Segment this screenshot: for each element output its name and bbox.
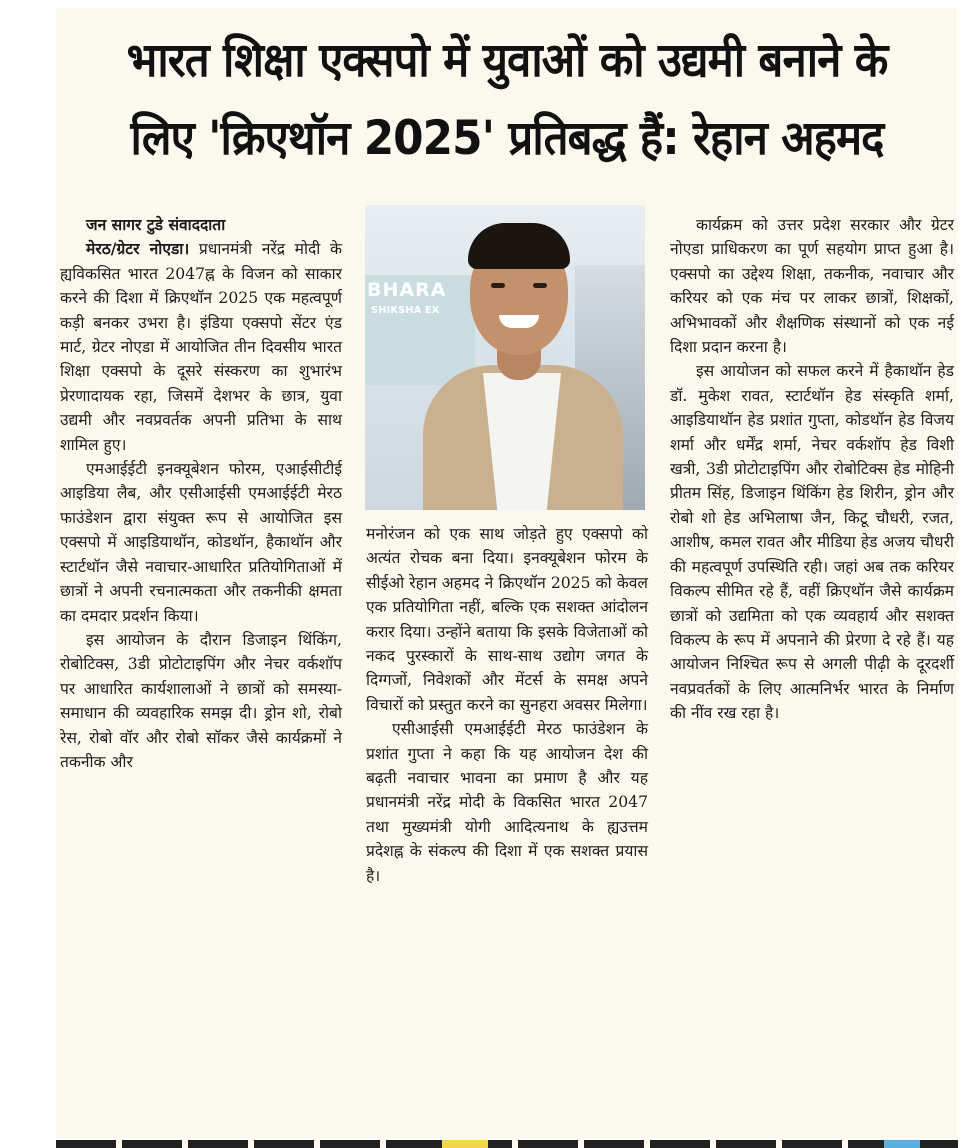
article-paragraph: एसीआईसी एमआईईटी मेरठ फाउंडेशन के प्रशांत गुप्ता ने कहा कि यह आयोजन देश की बढ़ती नवाचार भावना का प्रमाण है और यह प्रधानमंत्री नरेंद्र मोदी के विकसित भारत 2047 तथा मुख्यमंत्री योगी आदित्यनाथ के ह्यउत्तम प्रदेशह्न के संकल्प की दिशा में एक सशक्त प्रयास है।: [366, 720, 648, 885]
headline-line-2: लिए 'क्रिएथॉन 2025' प्रतिबद्ध हैं: रेहान अहमद: [130, 111, 884, 166]
bottom-color-strip: [56, 1140, 958, 1148]
article-paragraph: [60, 237, 342, 457]
byline: [60, 213, 342, 237]
article-text: प्रधानमंत्री नरेंद्र मोदी के ह्यविकसित भारत 2047ह्न के विजन को साकार करने की दिशा में क्रिएथॉन 2025 एक महत्वपूर्ण कड़ी बनकर उभरा है। इंडिया एक्सपो सेंटर एंड मार्ट, ग्रेटर नोएडा में आयोजित तीन दिवसीय भारत शिक्षा एक्सपो के दूसरे संस्करण का शुभारंभ प्रेरणादायक रहा, जिसमें देशभर के छात्र, युवा उद्यमी और नवप्रवर्तक अपनी प्रतिभा के साथ शामिल हुए।: [60, 240, 342, 454]
strip-blue-block: [884, 1140, 920, 1148]
article-paragraph: इस आयोजन के दौरान डिजाइन थिंकिंग, रोबोटिक्स, 3डी प्रोटोटाइपिंग और नेचर वर्कशॉप पर आधारित कार्यशालाओं ने छात्रों को समस्या-समाधान की व्यवहारिक समझ दी। ड्रोन शो, रोबो रेस, रोबो वॉर और रोबो सॉकर जैसे कार्यक्रमों ने तकनीक और: [60, 630, 342, 771]
article-paragraph: इस आयोजन को सफल करने में हैकाथॉन हेड डॉ. मुकेश रावत, स्टार्टथॉन हेड संस्कृति शर्मा, आइडियाथॉन हेड प्रशांत गुप्ता, कोडथॉन हेड विजय शर्मा और धर्मेंद्र शर्मा, नेचर वर्कशॉप हेड विशी खत्री, 3डी प्रोटोटाइपिंग और रोबोटिक्स हेड मोहिनी प्रीतम सिंह, डिजाइन थिंकिंग हेड शिरीन, ड्रोन और रोबो शो हेड अभिलाषा जैन, किटू चौधरी, रजत, आशीष, कमल रावत और मीडिया हेड अजय चौधरी की महत्वपूर्ण उपस्थिति रही। जहां अब तक करियर विकल्प सीमित रहे हैं, वहीं क्रिएथॉन जैसे कार्यक्रम छात्रों को उद्यमिता को एक व्यवहार्य और सशक्त विकल्प के रूप में अपनाने की प्रेरणा दे रहे हैं। यह आयोजन निश्चित रूप से अगली पीढ़ी के दूरदर्शी नवप्रवर्तकों के लिए आत्मनिर्भर भारत के निर्माण की नींव रख रहा है।: [670, 362, 954, 723]
article-column-3: [670, 213, 954, 726]
headline: [88, 22, 927, 178]
banner-subtext: SHIKSHA EX: [371, 305, 440, 316]
dateline: मेरठ/ग्रेटर नोएडा।: [86, 239, 190, 259]
eye: [491, 283, 505, 288]
banner-text: BHARA: [367, 279, 447, 301]
portrait-photo: [365, 205, 645, 510]
article-paragraph: एमआईईटी इनक्यूबेशन फोरम, एआईसीटीई आइडिया लैब, और एसीआईसी एमआईईटी मेरठ फाउंडेशन द्वारा संयुक्त रूप से आयोजित इस एक्सपो में आइडियाथॉन, कोडथॉन, हैकाथॉन और स्टार्टथॉन जैसे नवाचार-आधारित प्रतियोगिताओं में छात्रों ने अपनी रचनात्मकता और तकनीकी क्षमता का दमदार प्रदर्शन किया।: [60, 460, 342, 625]
article-paragraph: मनोरंजन को एक साथ जोड़ते हुए एक्सपो को अत्यंत रोचक बना दिया। इनक्यूबेशन फोरम के सीईओ रेहान अहमद ने क्रिएथॉन 2025 को केवल एक प्रतियोगिता नहीं, बल्कि एक सशक्त आंदोलन करार दिया। उन्होंने बताया कि इसके विजेताओं को नकद पुरस्कारों के साथ-साथ उद्योग जगत के दिग्गजों, निवेशकों और मेंटर्स के समक्ष अपने विचारों को प्रस्तुत करने का सुनहरा अवसर मिलेगा।: [366, 525, 648, 714]
strip-yellow-block: [442, 1140, 488, 1148]
headline-line-1: भारत शिक्षा एक्सपो में युवाओं को उद्यमी बनाने के: [126, 33, 888, 88]
hair: [468, 223, 570, 269]
newspaper-clipping: [56, 8, 958, 1138]
article-column-1: [60, 213, 342, 774]
article-column-2: [366, 522, 648, 888]
article-paragraph: कार्यक्रम को उत्तर प्रदेश सरकार और ग्रेटर नोएडा प्राधिकरण का पूर्ण सहयोग प्राप्त हुआ है। एक्सपो का उद्देश्य शिक्षा, तकनीक, नवाचार और करियर को एक मंच पर लाकर छात्रों, शिक्षकों, अभिभावकों और शैक्षणिक संस्थानों को एक नई दिशा प्रदान करना है।: [670, 216, 954, 357]
reporter-credit: जन सागर टुडे संवाददाता: [86, 215, 226, 234]
eye: [533, 283, 547, 288]
